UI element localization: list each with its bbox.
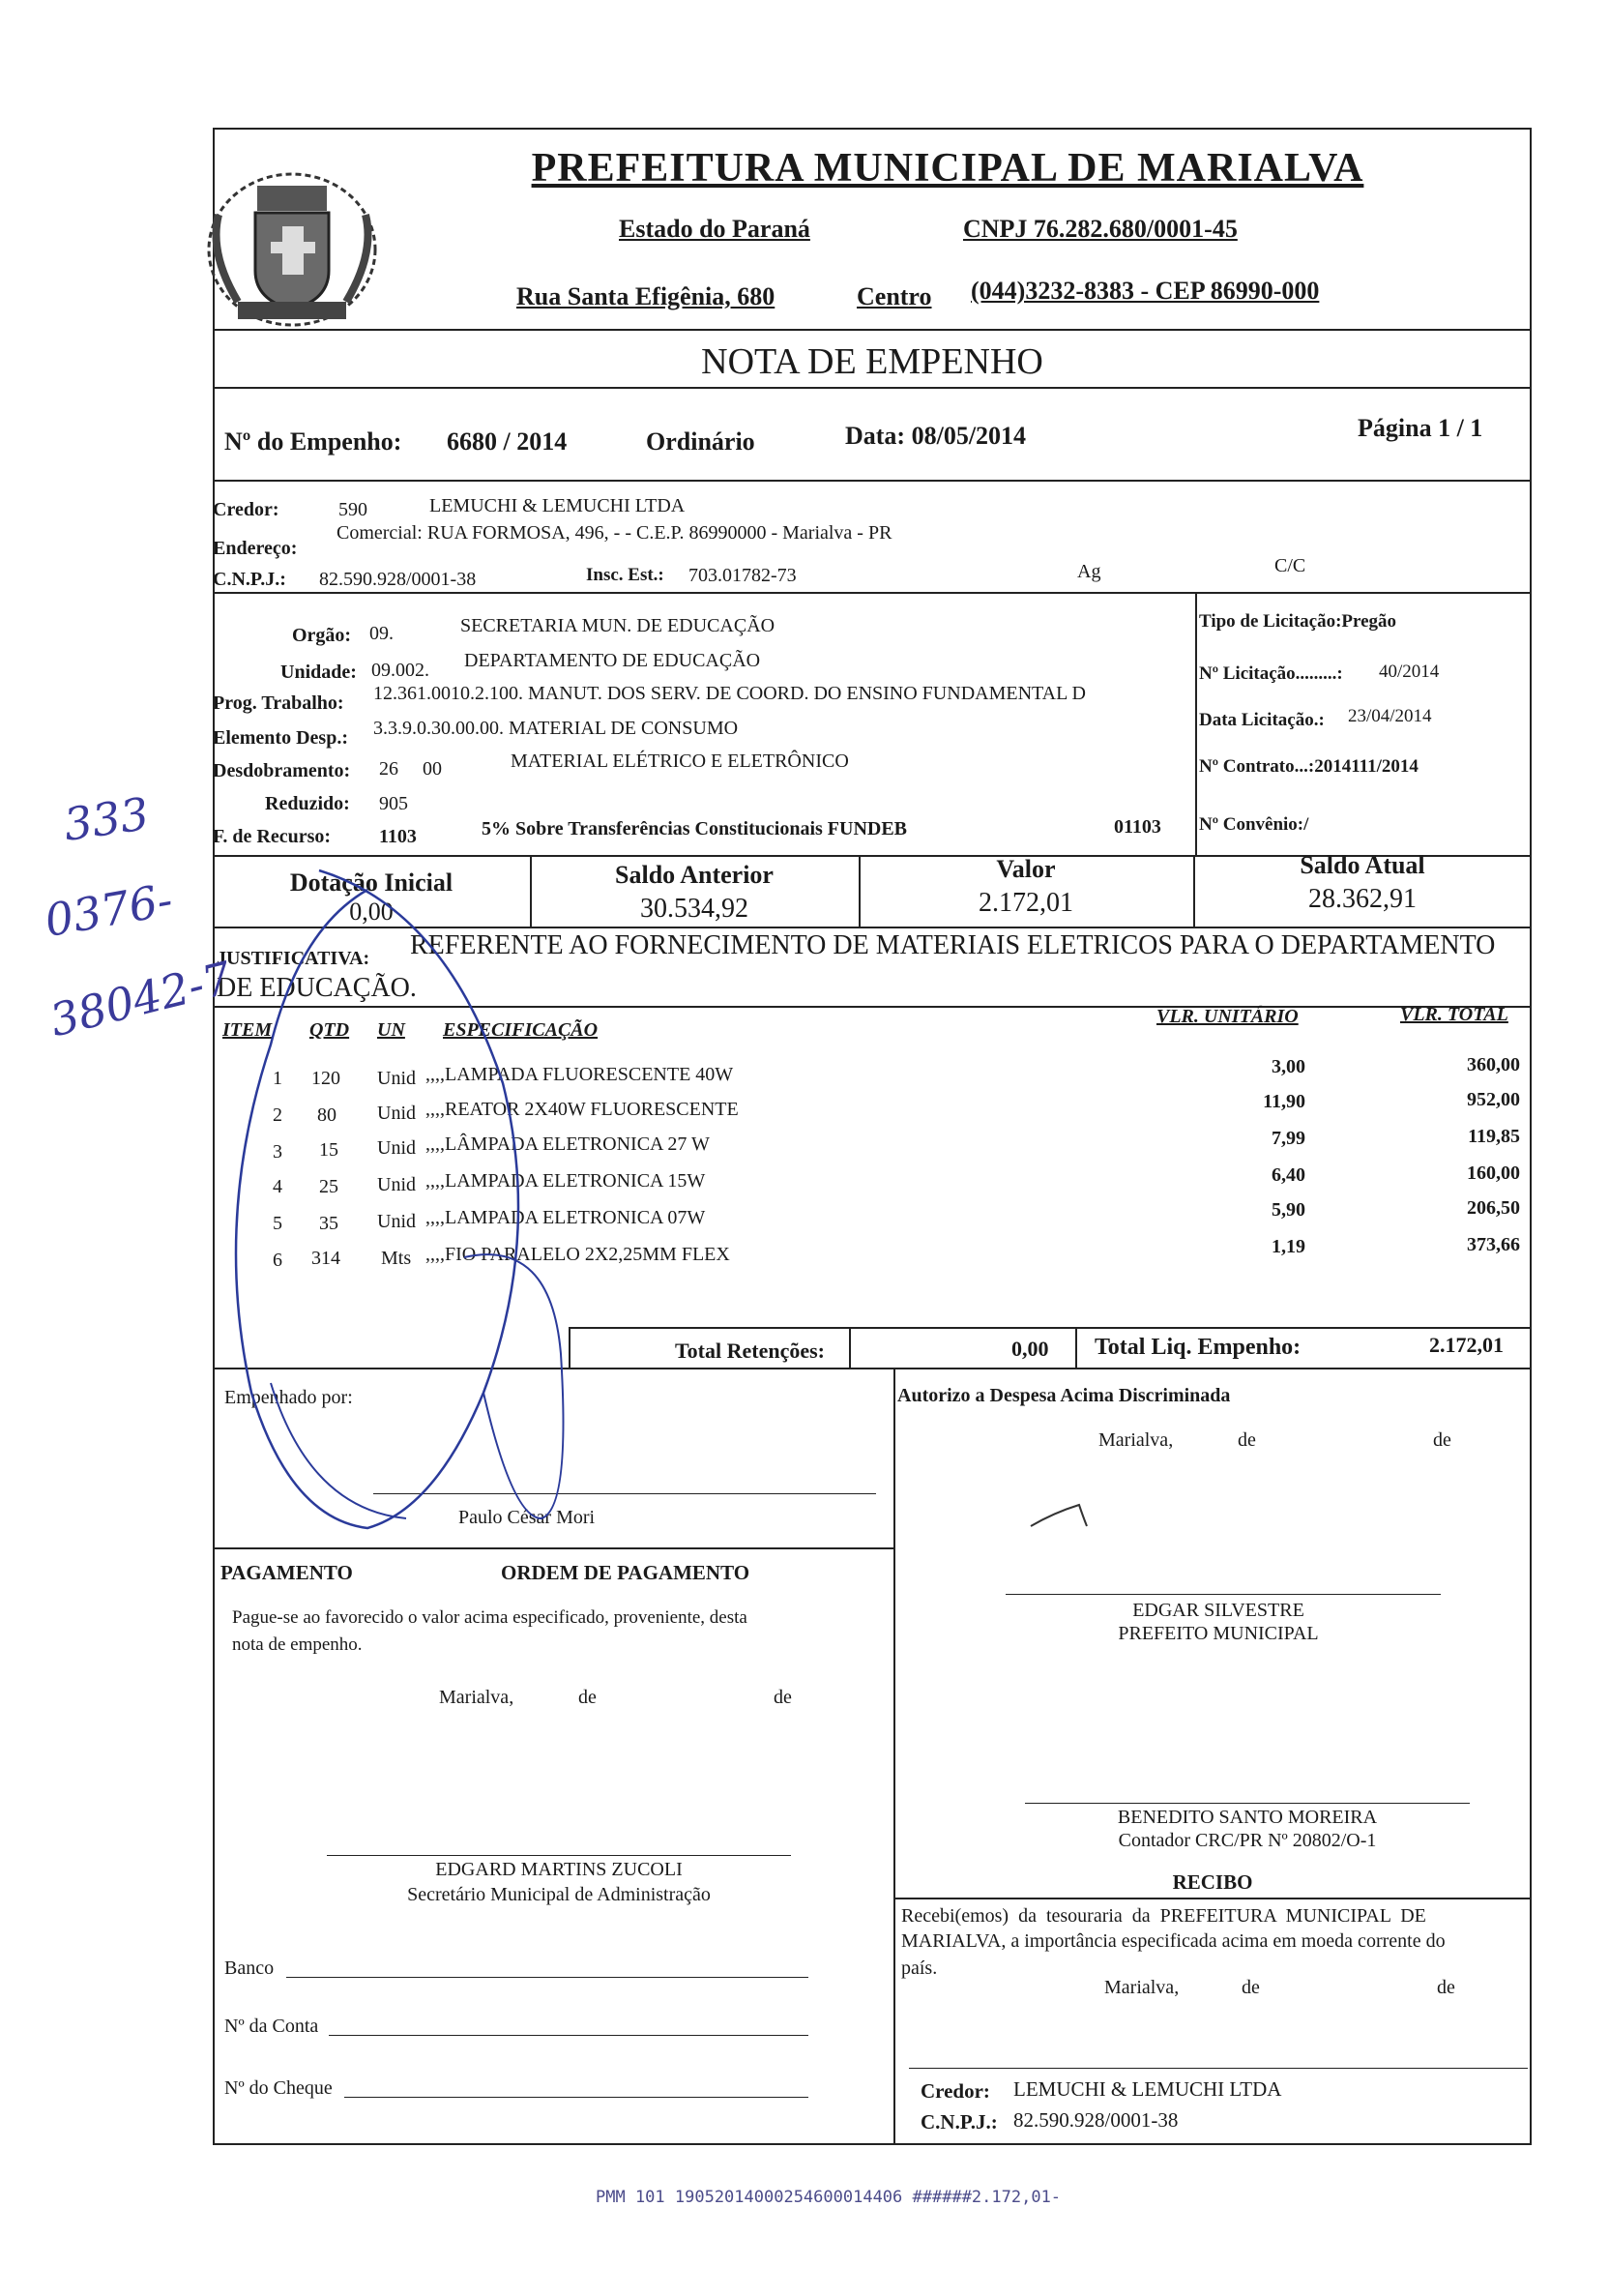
saldo-anterior-label: Saldo Anterior [615,861,774,889]
row-qtd: 15 [319,1139,338,1161]
row-qtd: 314 [311,1248,340,1269]
row-item: 2 [273,1104,282,1126]
row-total: 160,00 [1467,1163,1520,1184]
footer-code: PMM 101 19052014000254600014406 ######2.172,01- [596,2188,1062,2207]
dotacao-value: 0,00 [349,898,394,926]
insc-label: Insc. Est.: [586,565,664,585]
licitacao-convenio: Nº Convênio:/ [1199,814,1309,835]
orgao-label: Orgão: [292,625,352,646]
header-total: VLR. TOTAL [1400,1004,1508,1025]
row-un: Unid [377,1103,416,1124]
empenho-type: Ordinário [646,427,755,456]
row-spec: ,,,,LAMPADA ELETRONICA 07W [425,1207,706,1228]
row-un: Unid [377,1211,416,1232]
row-qtd: 80 [317,1104,336,1126]
document-title: NOTA DE EMPENHO [701,341,1043,382]
licitacao-tipo: Tipo de Licitação:Pregão [1199,611,1397,632]
prefeito-name: EDGAR SILVESTRE [1132,1600,1304,1621]
licitacao-data-label: Data Licitação.: [1199,710,1325,730]
saldo-atual-value: 28.362,91 [1308,884,1417,914]
row-spec: ,,,,LAMPADA FLUORESCENTE 40W [425,1064,734,1085]
header-spec: ESPECIFICAÇÃO [443,1019,599,1041]
recurso-num: 01103 [1114,816,1161,838]
prefeito-role: PREFEITO MUNICIPAL [1118,1623,1319,1644]
recurso-label: F. de Recurso: [213,826,332,847]
total-liquido-value: 2.172,01 [1429,1333,1504,1357]
recibo-city: Marialva, [1104,1977,1180,1998]
desd-code: 26 00 [379,758,442,780]
prog-value: 12.361.0010.2.100. MANUT. DOS SERV. DE COORD. DO ENSINO FUNDAMENTAL D [373,683,1087,704]
row-un: Mts [381,1248,412,1269]
row-un: Unid [377,1068,416,1089]
total-retencoes-value: 0,00 [1011,1337,1049,1361]
signature-mark [1025,1497,1102,1536]
row-item: 3 [273,1141,282,1163]
row-item: 4 [273,1176,282,1197]
empenhado-name: Paulo César Mori [458,1507,596,1528]
header-qtd: QTD [309,1019,350,1041]
header-un: UN [377,1019,405,1041]
recibo-line1: Recebi(emos) da tesouraria da PREFEITURA MUNICIPAL DE [901,1905,1426,1927]
credor-name: LEMUCHI & LEMUCHI LTDA [429,495,686,516]
page-number: Página 1 / 1 [1358,414,1483,442]
banco-label: Banco [224,1957,275,1979]
address-street: Rua Santa Efigênia, 680 [516,282,775,310]
saldo-atual-label: Saldo Atual [1300,851,1425,879]
handwritten-number-2: 0376- [41,872,177,948]
recibo-de1: de [1242,1977,1260,1998]
recibo-de2: de [1437,1977,1455,1998]
recurso-value: 5% Sobre Transferências Constitucionais FUNDEB [482,818,908,839]
pagamento-de1: de [578,1687,597,1708]
recurso-code: 1103 [379,826,417,847]
row-total: 206,50 [1467,1197,1520,1219]
pagamento-text2: nota de empenho. [232,1634,363,1655]
desd-label: Desdobramento: [213,760,351,781]
saldo-anterior-value: 30.534,92 [640,894,748,924]
pagamento-de2: de [774,1687,792,1708]
cheque-label: Nº do Cheque [224,2077,333,2099]
autorizo-de1: de [1238,1429,1256,1451]
ag-label: Ag [1077,561,1101,582]
recibo-line3: país. [901,1957,938,1979]
recibo-cnpj: 82.590.928/0001-38 [1013,2108,1179,2132]
row-item: 5 [273,1213,282,1234]
handwritten-number-1: 333 [60,787,153,851]
cnpj-label: C.N.P.J.: [213,569,286,590]
row-total: 373,66 [1467,1234,1520,1255]
row-total: 360,00 [1467,1054,1520,1075]
orgao-code: 09. [369,623,394,644]
row-unit-price: 7,99 [1272,1128,1305,1149]
licitacao-num-label: Nº Licitação.........: [1199,663,1343,684]
cnpj-header: CNPJ 76.282.680/0001-45 [963,215,1238,243]
endereco-label: Endereço: [213,538,298,559]
reduzido-value: 905 [379,793,408,814]
licitacao-num: 40/2014 [1379,662,1440,682]
justificativa-label: JUSTIFICATIVA: [217,948,370,969]
empenho-number: 6680 / 2014 [447,427,568,456]
orgao-value: SECRETARIA MUN. DE EDUCAÇÃO [460,615,775,636]
ordem-pagamento-label: ORDEM DE PAGAMENTO [501,1561,750,1584]
contador-name: BENEDITO SANTO MOREIRA [1117,1807,1378,1828]
row-item: 6 [273,1250,282,1271]
address-centro: Centro [857,282,932,310]
row-total: 119,85 [1468,1126,1520,1147]
autorizo-label: Autorizo a Despesa Acima Discriminada [897,1385,1231,1406]
row-unit-price: 11,90 [1263,1091,1305,1112]
insc-value: 703.01782-73 [688,565,797,586]
row-spec: ,,,,LAMPADA ELETRONICA 15W [425,1170,706,1192]
prog-label: Prog. Trabalho: [213,692,344,714]
handwritten-number-3: 38042-7 [44,951,237,1047]
row-spec: ,,,,FIO PARALELO 2X2,25MM FLEX [425,1244,730,1265]
dotacao-label: Dotação Inicial [289,868,453,897]
endereco-value: Comercial: RUA FORMOSA, 496, - - C.E.P. 86990000 - Marialva - PR [336,522,892,544]
pagamento-label: PAGAMENTO [220,1561,353,1584]
coat-of-arms [199,157,385,346]
conta-label: Nº da Conta [224,2016,319,2037]
licitacao-contrato: Nº Contrato...:2014111/2014 [1199,756,1419,777]
total-retencoes-label: Total Retenções: [675,1339,825,1363]
recibo-credor-label: Credor: [921,2079,990,2103]
licitacao-data: 23/04/2014 [1348,706,1432,726]
recibo-credor: LEMUCHI & LEMUCHI LTDA [1013,2077,1282,2101]
row-spec: ,,,,LÂMPADA ELETRONICA 27 W [425,1133,710,1155]
cc-label: C/C [1274,555,1306,576]
address-phone-cep: (044)3232-8383 - CEP 86990-000 [971,277,1320,305]
row-un: Unid [377,1137,416,1159]
pagamento-text1: Pague-se ao favorecido o valor acima especificado, proveniente, desta [232,1607,747,1628]
elem-label: Elemento Desp.: [213,727,348,749]
justificativa-line1: REFERENTE AO FORNECIMENTO DE MATERIAIS ELETRICOS PARA O DEPARTAMENTO [410,930,1496,960]
secretario-role: Secretário Municipal de Administração [407,1884,711,1905]
row-item: 1 [273,1068,282,1089]
justificativa-line2: DE EDUCAÇÃO. [217,973,417,1003]
estado-label: Estado do Paraná [619,215,810,243]
autorizo-de2: de [1433,1429,1451,1451]
pagamento-city: Marialva, [439,1687,514,1708]
empenhado-label: Empenhado por: [224,1387,353,1408]
empenho-date: Data: 08/05/2014 [845,422,1027,450]
autorizo-city: Marialva, [1098,1429,1174,1451]
recibo-cnpj-label: C.N.P.J.: [921,2110,998,2134]
page-title: PREFEITURA MUNICIPAL DE MARIALVA [531,146,1364,191]
secretario-name: EDGARD MARTINS ZUCOLI [435,1859,683,1880]
row-qtd: 35 [319,1213,338,1234]
row-spec: ,,,,REATOR 2X40W FLUORESCENTE [425,1099,739,1120]
signature-scribble [193,851,638,1567]
row-unit-price: 5,90 [1272,1199,1305,1221]
header-item: ITEM [222,1019,273,1041]
row-total: 952,00 [1467,1089,1520,1110]
recibo-line2: MARIALVA, a importância especificada acima em moeda corrente do [901,1930,1446,1952]
elem-value: 3.3.9.0.30.00.00. MATERIAL DE CONSUMO [373,718,739,739]
row-qtd: 120 [311,1068,340,1089]
valor-label: Valor [996,855,1056,883]
reduzido-label: Reduzido: [265,793,350,814]
header-unit-price: VLR. UNITÁRIO [1156,1006,1299,1027]
row-unit-price: 6,40 [1272,1164,1305,1186]
recibo-title: RECIBO [1172,1870,1253,1894]
unidade-value: DEPARTAMENTO DE EDUCAÇÃO [464,650,761,671]
unidade-code: 09.002. [371,660,429,681]
row-un: Unid [377,1174,416,1195]
credor-label: Credor: [213,499,279,520]
desd-value: MATERIAL ELÉTRICO E ELETRÔNICO [511,751,849,772]
cnpj-value: 82.590.928/0001-38 [319,569,477,590]
contador-role: Contador CRC/PR Nº 20802/O-1 [1118,1830,1377,1851]
total-liquido-label: Total Liq. Empenho: [1095,1335,1302,1360]
valor-value: 2.172,01 [979,888,1073,918]
unidade-label: Unidade: [280,662,357,683]
empenho-number-label: Nº do Empenho: [224,427,402,456]
credor-code: 590 [338,499,367,520]
row-unit-price: 3,00 [1272,1056,1305,1077]
row-qtd: 25 [319,1176,338,1197]
row-unit-price: 1,19 [1272,1236,1305,1257]
